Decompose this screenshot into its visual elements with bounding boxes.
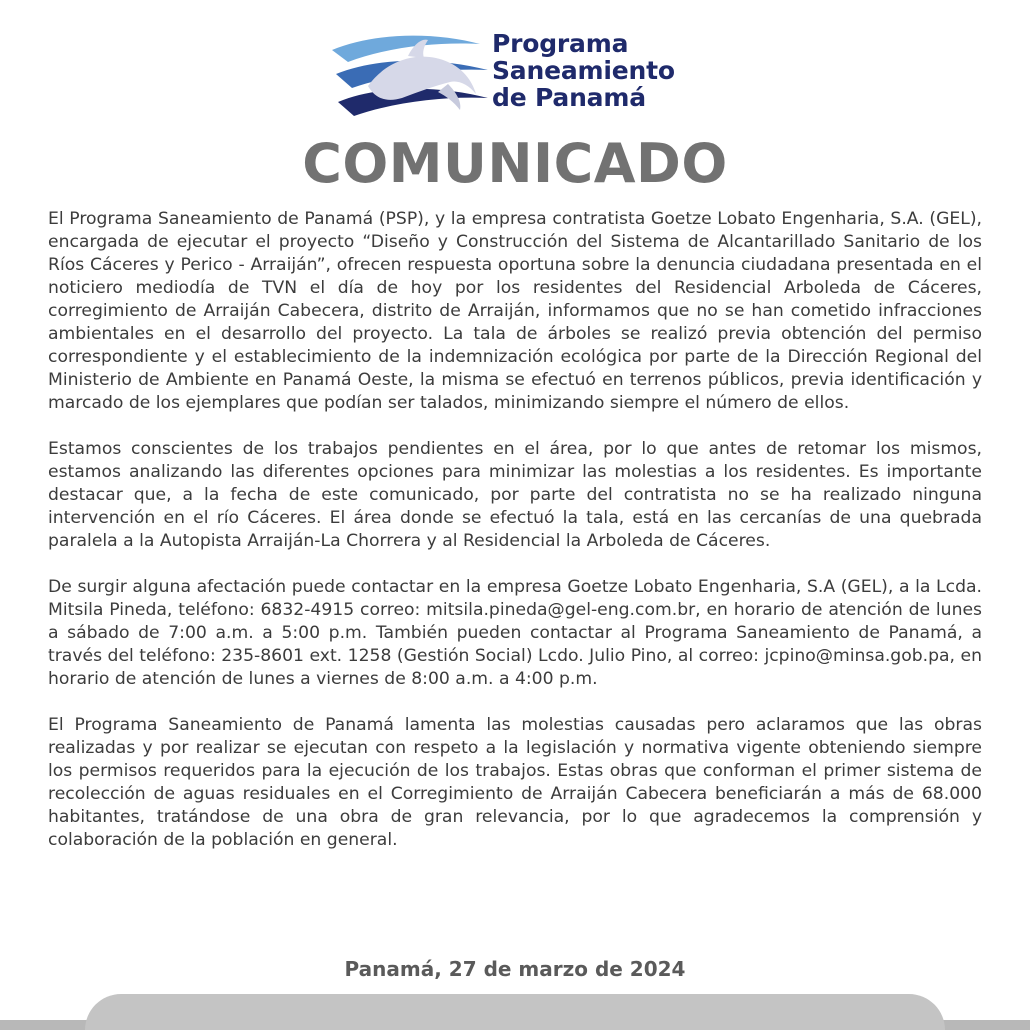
brand-line-3: de Panamá <box>492 83 646 112</box>
brand-line-1: Programa <box>492 29 629 58</box>
footer-arc <box>85 994 945 1030</box>
header <box>0 28 1030 118</box>
paragraph-2: Estamos conscientes de los trabajos pendientes en el área, por lo que antes de retomar los mismos, estamos analizando las diferentes opciones para minimizar las molestias a los residentes. Es importante destacar que, a la fecha de este comunicado, por parte del contratista no se ha realizado ninguna intervención en el río Cáceres. El área donde se efectuó la tala, está en las cercanías de una quebrada paralela a la Autopista Arraiján-La Chorrera y al Residencial la Arboleda de Cáceres. <box>48 439 982 551</box>
brand-wordmark <box>492 30 675 111</box>
page-title: COMUNICADO <box>302 132 728 195</box>
statement-body <box>48 208 982 875</box>
paragraph-3: De surgir alguna afectación puede contactar en la empresa Goetze Lobato Engenharia, S.A (GEL), a la Lcda. Mitsila Pineda, teléfono: 6832-4915 correo: mitsila.pineda@gel-eng.com.br, en horario de atención de lunes a sábado de 7:00 a.m. a 5:00 p.m. También pueden contactar al Programa Saneamiento de Panamá, a través del teléfono: 235-8601 ext. 1258 (Gestión Social) Lcdo. Julio Pino, al correo: jcpino@minsa.gob.pa, en horario de atención de lunes a viernes de 8:00 a.m. a 4:00 p.m. <box>48 577 982 689</box>
paragraph-4: El Programa Saneamiento de Panamá lamenta las molestias causadas pero aclaramos que las obras realizadas y por realizar se ejecutan con respeto a la legislación y normativa vigente obteniendo siempre los permisos requeridos para la ejecución de los trabajos. Estas obras que conforman el primer sistema de recolección de aguas residuales en el Corregimiento de Arraiján Cabecera beneficiarán a más de 68.000 habitantes, tratándose de una obra de gran relevancia, por lo que agradecemos la comprensión y colaboración de la población en general. <box>48 715 982 850</box>
brand-line-2: Saneamiento <box>492 56 675 85</box>
dolphin-waves-logo-icon <box>330 28 490 118</box>
paragraph-1: El Programa Saneamiento de Panamá (PSP), y la empresa contratista Goetze Lobato Engenharia, S.A. (GEL), encargada de ejecutar el proyecto “Diseño y Construcción del Sistema de Alcantarillado Sanitario de los Ríos Cáceres y Perico - Arraiján”, ofrecen respuesta oportuna sobre la denuncia ciudadana presentada en el noticiero mediodía de TVN el día de hoy por los residentes del Residencial Arboleda de Cáceres, corregimiento de Arraiján Cabecera, distrito de Arraiján, informamos que no se han cometido infracciones ambientales en el desarrollo del proyecto. La tala de árboles se realizó previa obtención del permiso correspondiente y el establecimiento de la indemnización ecológica por parte de la Dirección Regional del Ministerio de Ambiente en Panamá Oeste, la misma se efectuó en terrenos públicos, previa identificación y marcado de los ejemplares que podían ser talados, minimizando siempre el número de ellos. <box>48 209 982 413</box>
date-line: Panamá, 27 de marzo de 2024 <box>344 957 686 981</box>
